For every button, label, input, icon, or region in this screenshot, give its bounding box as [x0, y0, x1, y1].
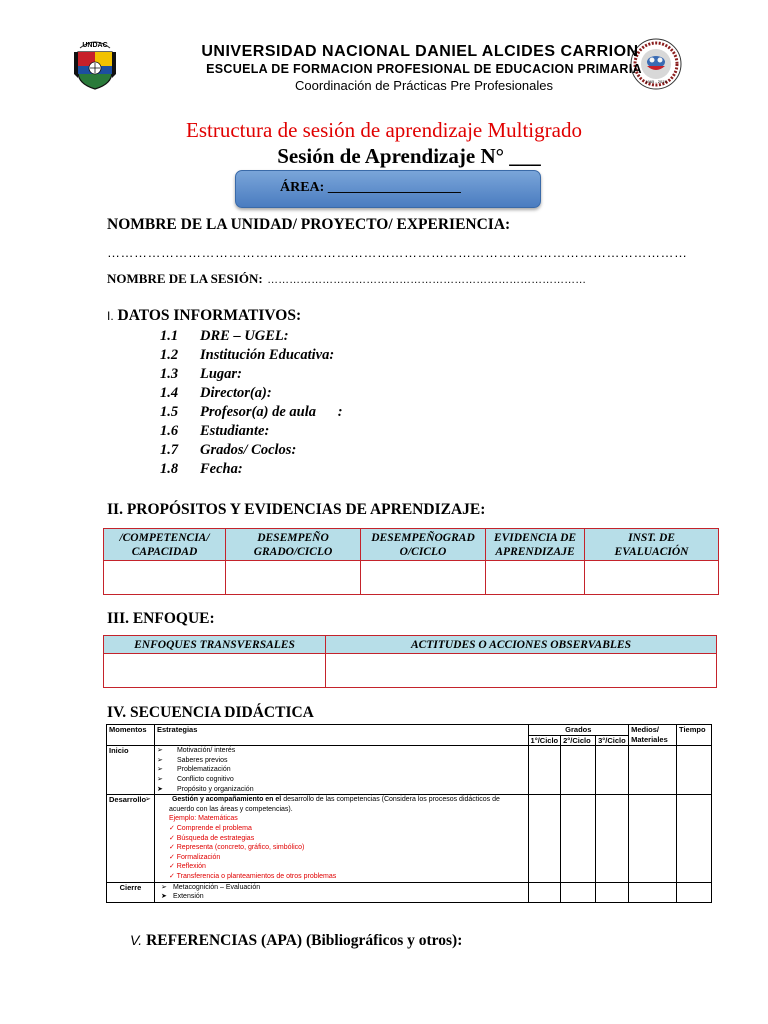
info-item	[160, 442, 296, 459]
didactic-sequence-table	[106, 724, 712, 903]
info-item-number: 1.1	[160, 328, 179, 344]
list-item: ➢ Conflicto cognitivo	[156, 775, 234, 783]
structure-title: Estructura de sesión de aprendizaje Multigrado	[186, 118, 582, 142]
grado-cell[interactable]	[596, 795, 629, 882]
estrategias-header: Estrategias	[154, 725, 528, 746]
university-name: UNIVERSIDAD NACIONAL DANIEL ALCIDES CARRION	[201, 43, 639, 60]
info-item	[160, 423, 269, 440]
desarrollo-label: Desarrollo	[107, 795, 155, 882]
grado-cell[interactable]	[596, 882, 629, 902]
medios-header: Medios/ Materiales	[629, 725, 677, 746]
info-item-label: DRE – UGEL:	[200, 328, 289, 344]
grado-cell[interactable]	[596, 746, 629, 795]
list-item: ✓ Búsqueda de estrategias	[168, 834, 255, 842]
desarrollo-strategies	[144, 795, 528, 882]
purposes-header-cell: DESEMPEÑO GRADO/CICLO	[226, 529, 361, 561]
info-item-label: Grados/ Coclos:	[200, 442, 297, 458]
grado-cell[interactable]	[528, 795, 561, 882]
session-name-label: NOMBRE DE LA SESIÓN:	[107, 271, 263, 286]
tiempo-header: Tiempo	[677, 725, 712, 746]
unit-name-dots: …………………………………………………………………………………………………………………	[107, 245, 688, 260]
info-item-label: Profesor(a) de aula :	[200, 404, 343, 420]
purposes-cell[interactable]	[104, 561, 226, 595]
purposes-header-cell: /COMPETENCIA/ CAPACIDAD	[104, 529, 226, 561]
section-3-title: III. ENFOQUE:	[107, 610, 215, 627]
info-item-number: 1.4	[160, 385, 179, 401]
grados-header: Grados	[528, 725, 629, 736]
info-item	[160, 366, 242, 383]
info-item-label: Institución Educativa:	[200, 347, 335, 363]
info-item-number: 1.7	[160, 442, 179, 458]
grado-cell[interactable]	[561, 882, 596, 902]
session-title: Sesión de Aprendizaje N° ___	[277, 144, 541, 168]
tiempo-cell[interactable]	[677, 746, 712, 795]
purposes-table	[103, 528, 719, 595]
info-item-label: Lugar:	[200, 366, 242, 382]
list-item: ➢ Metacognición – Evaluación	[160, 883, 261, 891]
info-item-number: 1.5	[160, 404, 179, 420]
purposes-header-cell: DESEMPEÑOGRAD O/CICLO	[361, 529, 486, 561]
info-item-number: 1.8	[160, 461, 179, 477]
info-item-label: Estudiante:	[200, 423, 270, 439]
list-item: ✓ Transferencia o planteamientos de otros problemas	[168, 872, 337, 880]
list-item: ✓ Representa (concreto, gráfico, simbólico)	[168, 844, 305, 852]
medios-cell[interactable]	[629, 746, 677, 795]
medios-cell[interactable]	[629, 795, 677, 882]
list-item: ✓ Formalización	[168, 853, 221, 861]
purposes-cell[interactable]	[226, 561, 361, 595]
info-item	[160, 347, 334, 364]
grado-cell[interactable]	[528, 746, 561, 795]
purposes-cell[interactable]	[361, 561, 486, 595]
session-name-dots: ……………………………………………………………………………	[267, 274, 587, 286]
example-label: Ejemplo: Matemáticas	[168, 815, 238, 823]
momentos-header: Momentos	[107, 725, 155, 746]
unit-name-label: NOMBRE DE LA UNIDAD/ PROYECTO/ EXPERIENCIA:	[107, 216, 511, 233]
approach-table	[103, 635, 717, 688]
grado-cell[interactable]	[528, 882, 561, 902]
logo-text: UNDAC	[82, 42, 108, 49]
grado-cell[interactable]	[561, 795, 596, 882]
seal-years: 1965 - 2015	[645, 79, 667, 84]
list-item: ➢ Saberes previos	[156, 756, 228, 764]
grado-1-header: 1°/Ciclo	[528, 735, 561, 746]
purposes-header-cell: INST. DE EVALUACIÓN	[585, 529, 719, 561]
tiempo-cell[interactable]	[677, 882, 712, 902]
grado-cell[interactable]	[561, 746, 596, 795]
info-item	[160, 404, 343, 421]
section-5-title: REFERENCIAS (APA) (Bibliográficos y otros):	[146, 932, 463, 949]
cierre-strategies	[154, 882, 528, 902]
approach-header-cell: ACTITUDES O ACCIONES OBSERVABLES	[326, 636, 717, 654]
list-item: ➢ Gestión y acompañamiento en el desarrollo de las competencias (Considera los procesos didácticos de acuerdo con las áreas y competencias).	[144, 796, 500, 813]
list-item: ➤ Propósito y organización	[156, 785, 254, 793]
approach-header-cell: ENFOQUES TRANSVERSALES	[104, 636, 326, 654]
cierre-label: Cierre	[107, 882, 155, 902]
medios-cell[interactable]	[629, 882, 677, 902]
list-item: ➤ Extensión	[160, 893, 204, 901]
section-1-title: DATOS INFORMATIVOS:	[117, 307, 302, 324]
approach-cell[interactable]	[104, 654, 326, 688]
section-1-roman: I.	[107, 309, 114, 323]
tiempo-cell[interactable]	[677, 795, 712, 882]
approach-cell[interactable]	[326, 654, 717, 688]
info-item-label: Fecha:	[200, 461, 243, 477]
grado-2-header: 2°/Ciclo	[561, 735, 596, 746]
inicio-label: Inicio	[107, 746, 155, 795]
info-item-number: 1.6	[160, 423, 179, 439]
list-item: ✓ Comprende el problema	[168, 824, 252, 832]
list-item: ➢ Problematización	[156, 766, 231, 774]
info-item	[160, 461, 243, 478]
section-5-roman: V.	[130, 932, 143, 948]
info-item-label: Director(a):	[200, 385, 272, 401]
section-4-title: IV. SECUENCIA DIDÁCTICA	[107, 704, 314, 721]
inicio-strategies	[154, 746, 528, 795]
list-item: ➢ Motivación/ interés	[156, 747, 236, 755]
section-datos-informativos	[107, 307, 301, 325]
info-item	[160, 385, 272, 402]
info-item-number: 1.2	[160, 347, 179, 363]
purposes-header-cell: EVIDENCIA DE APRENDIZAJE	[486, 529, 585, 561]
area-label: ÁREA: ___________________	[280, 180, 461, 195]
info-item	[160, 328, 289, 345]
school-name: ESCUELA DE FORMACION PROFESIONAL DE EDUCACION PRIMARIA	[206, 62, 642, 76]
coordination-name: Coordinación de Prácticas Pre Profesionales	[295, 78, 553, 93]
section-2-title: II. PROPÓSITOS Y EVIDENCIAS DE APRENDIZAJE:	[107, 501, 486, 518]
section-references	[130, 932, 462, 950]
purposes-cell[interactable]	[486, 561, 585, 595]
grado-3-header: 3°/Ciclo	[596, 735, 629, 746]
info-item-number: 1.3	[160, 366, 179, 382]
list-item: ✓ Reflexión	[168, 863, 206, 871]
purposes-cell[interactable]	[585, 561, 719, 595]
